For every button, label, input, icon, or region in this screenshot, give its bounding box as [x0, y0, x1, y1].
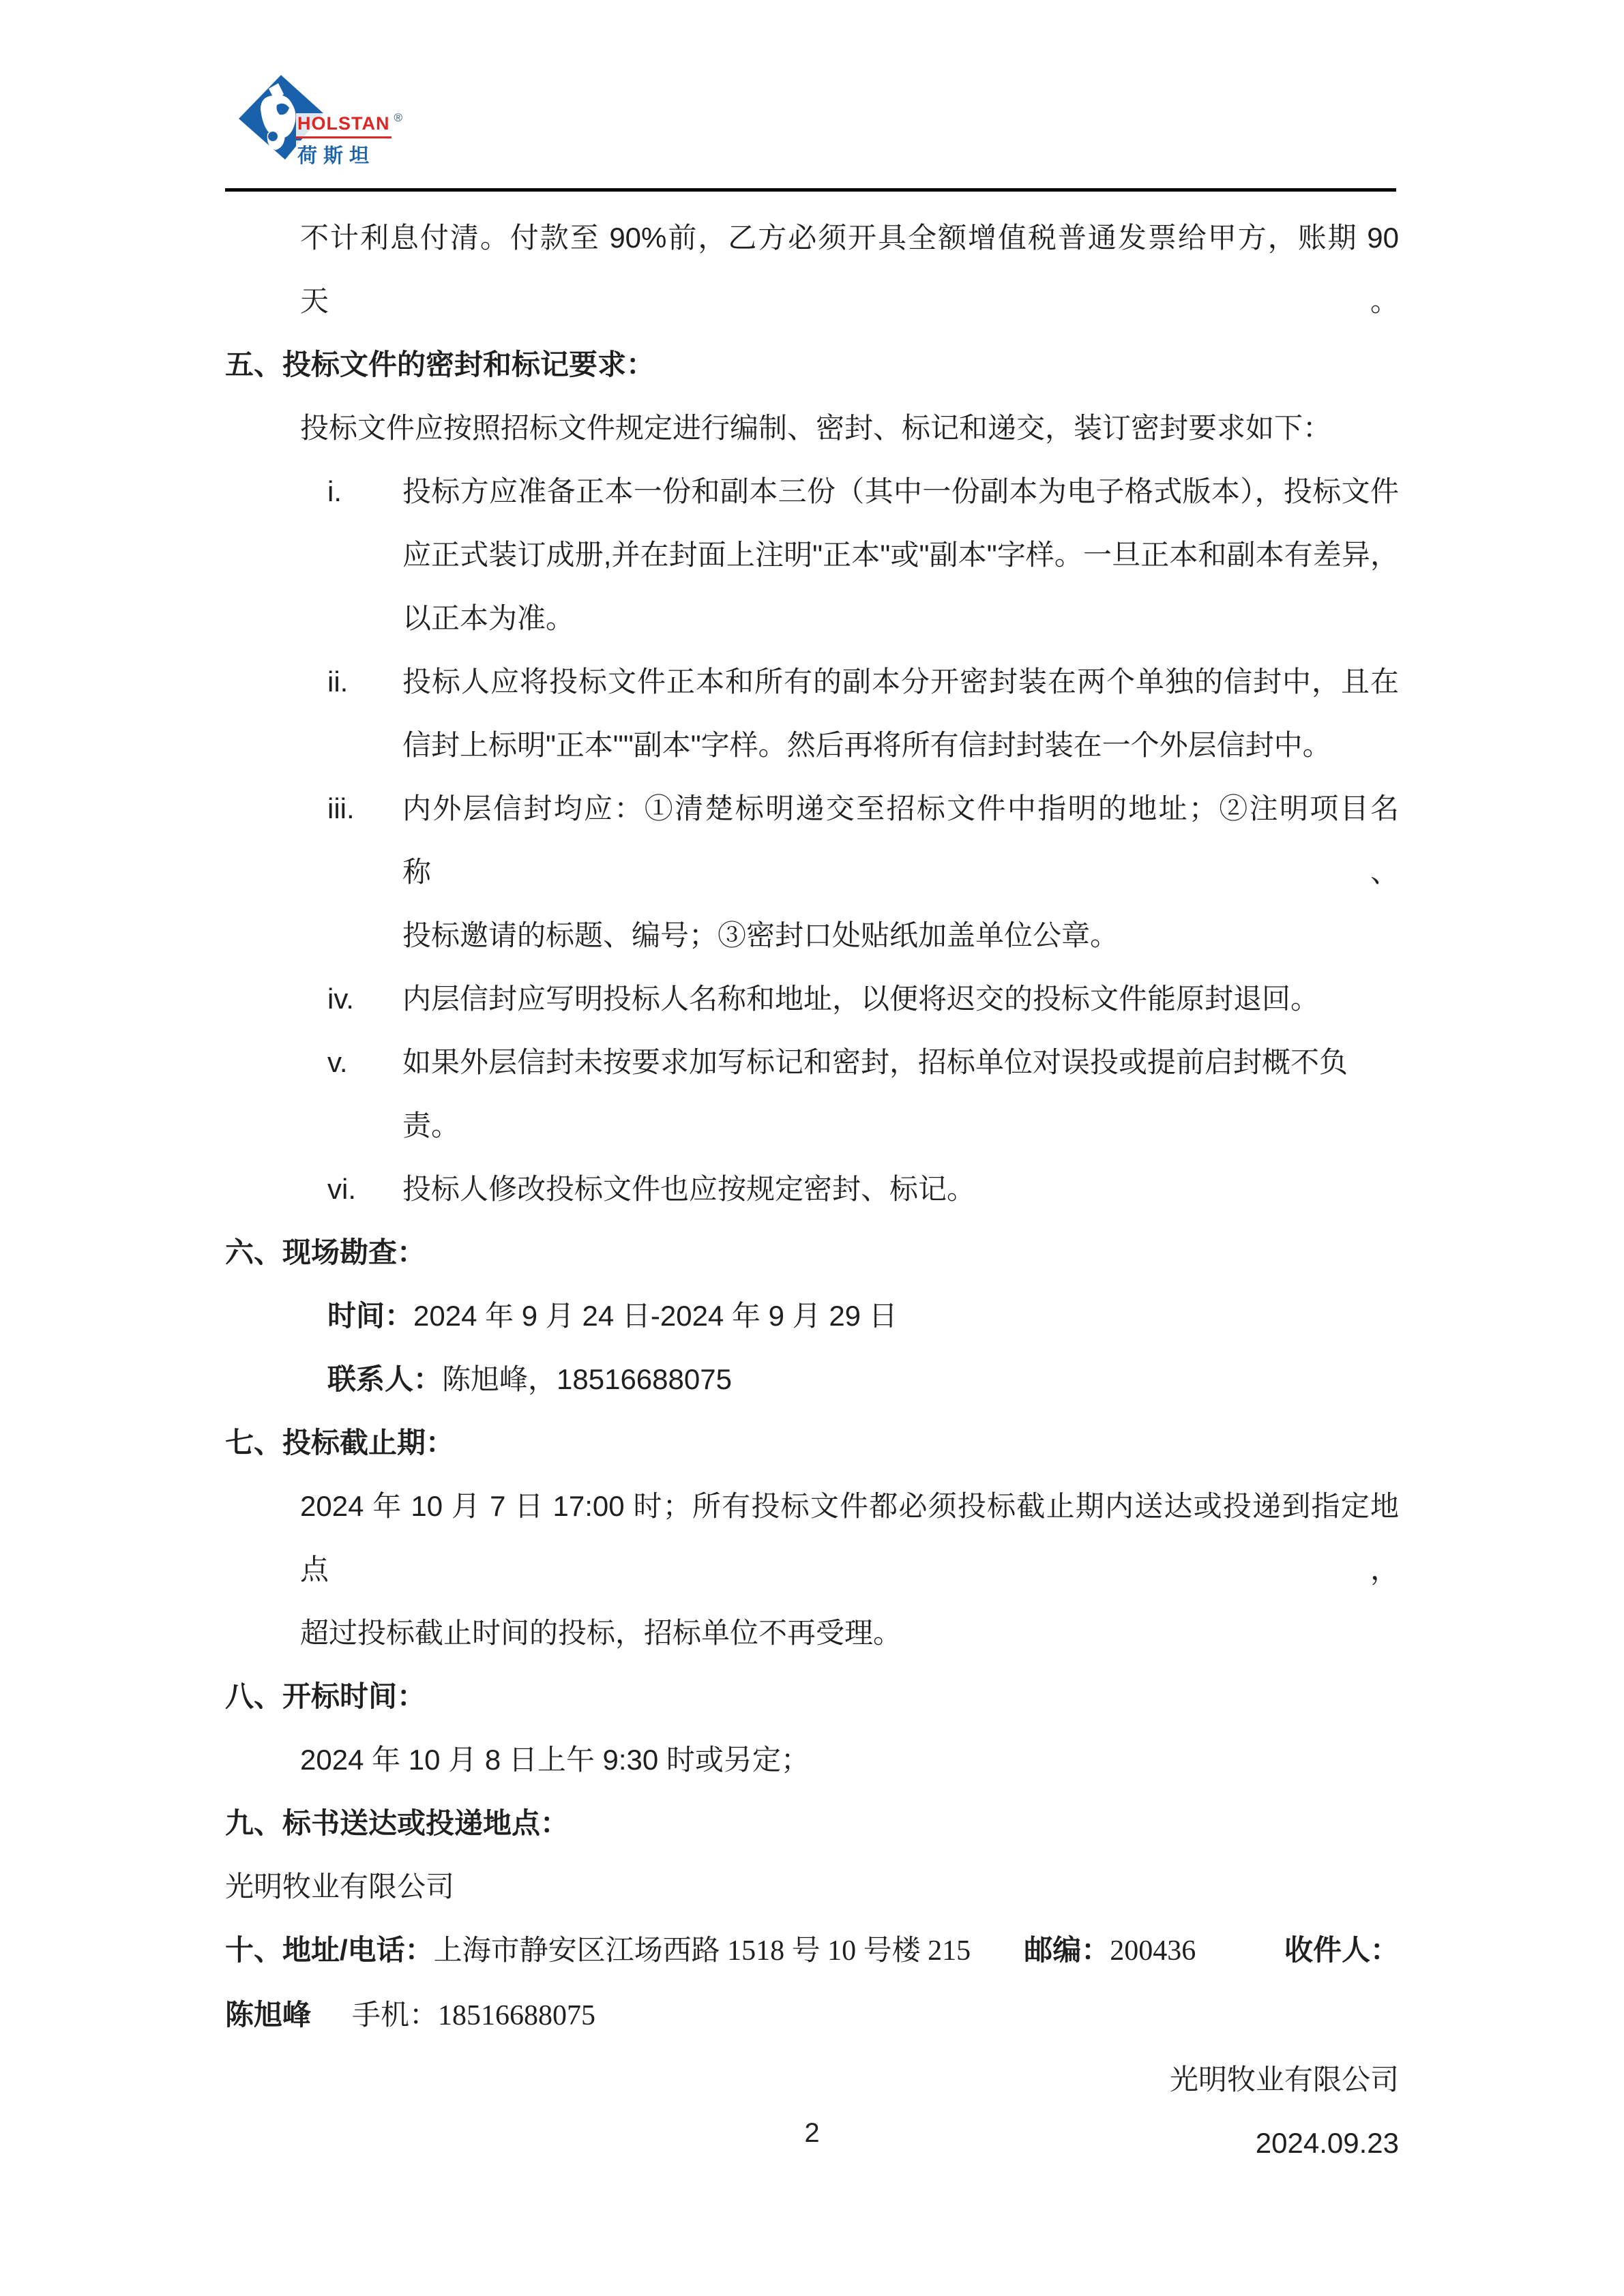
- section-5-lead: 投标文件应按照招标文件规定进行编制、密封、标记和递交，装订密封要求如下：: [300, 412, 1332, 444]
- deadline-line-2: 超过投标截止时间的投标，招标单位不再受理。: [300, 1617, 902, 1649]
- time-label: 时间：: [327, 1300, 414, 1332]
- logo-brand-en: HOLSTAN: [296, 113, 392, 138]
- seal-requirement-item-iv: [225, 967, 1399, 1030]
- section-5-heading: 五、投标文件的密封和标记要求：: [225, 348, 655, 381]
- signature-date: 2024.09.23: [1255, 2127, 1399, 2159]
- section-6-heading: 六、现场勘查：: [225, 1236, 426, 1268]
- logo-wordmark: [296, 113, 402, 168]
- seal-requirement-item-i: [225, 460, 1399, 650]
- bid-opening-time: 2024 年 10 月 8 日上午 9:30 时或另定；: [300, 1744, 810, 1776]
- address-phone-line: [225, 1918, 1399, 1983]
- item-ii-line-2: 信封上标明"正本""副本"字样。然后再将所有信封封装在一个外层信封中。: [402, 729, 1331, 761]
- recipient-mobile-line: [225, 1983, 1399, 2048]
- item-v-line-1: 如果外层信封未按要求加写标记和密封，招标单位对误投或提前启封概不负责。: [402, 1046, 1348, 1142]
- paragraph-payment-terms: 不计利息付清。付款至 90%前，乙方必须开具全额增值税普通发票给甲方，账期 90 天。: [300, 222, 1399, 317]
- postcode-label: 邮编：: [1024, 1934, 1110, 1966]
- deadline-line-1: 2024 年 10 月 7 日 17:00 时；所有投标文件都必须投标截止期内送达或投递到指定地点，: [300, 1490, 1399, 1585]
- item-iv-line-1: 内层信封应写明投标人名称和地址，以便将迟交的投标文件能原封退回。: [402, 983, 1320, 1015]
- site-survey-contact-line: [225, 1347, 1399, 1411]
- delivery-company: 光明牧业有限公司: [225, 1870, 455, 1903]
- holstan-logo: [231, 71, 449, 166]
- document-body: [225, 206, 1399, 2175]
- item-i-line-1: 投标方应准备正本一份和副本三份（其中一份副本为电子格式版本），投标文件: [402, 475, 1399, 507]
- page-number: 2: [804, 2118, 820, 2148]
- contact-value: 陈旭峰，18516688075: [442, 1363, 732, 1395]
- section-7-heading: 七、投标截止期：: [225, 1427, 455, 1459]
- recipient-name: 陈旭峰: [225, 1999, 312, 2031]
- list-marker: iv.: [327, 983, 354, 1015]
- mobile-value: 18516688075: [438, 2000, 596, 2031]
- postcode-value: 200436: [1110, 1935, 1196, 1967]
- seal-requirement-item-ii: [225, 650, 1399, 777]
- mobile-label: 手机：: [352, 2000, 439, 2031]
- list-marker: ii.: [327, 666, 349, 698]
- list-marker: v.: [327, 1046, 348, 1078]
- seal-requirement-item-iii: [225, 777, 1399, 967]
- registered-trademark-icon: ®: [394, 111, 403, 124]
- section-8-heading: 八、开标时间：: [225, 1680, 426, 1712]
- header-divider: [225, 188, 1396, 192]
- site-survey-time-line: [225, 1284, 1399, 1347]
- time-value: 2024 年 9 月 24 日-2024 年 9 月 29 日: [413, 1300, 898, 1332]
- list-marker: i.: [327, 475, 342, 507]
- item-iii-line-1: 内外层信封均应：①清楚标明递交至招标文件中指明的地址；②注明项目名称、: [402, 792, 1399, 888]
- item-vi-line-1: 投标人修改投标文件也应按规定密封、标记。: [402, 1173, 976, 1205]
- item-iii-line-2: 投标邀请的标题、编号；③密封口处贴纸加盖单位公章。: [402, 919, 1119, 951]
- signature-company: 光明牧业有限公司: [1169, 2063, 1399, 2096]
- item-ii-line-1: 投标人应将投标文件正本和所有的副本分开密封装在两个单独的信封中，且在: [402, 666, 1399, 698]
- seal-requirement-item-v: [225, 1030, 1399, 1157]
- list-marker: iii.: [327, 792, 355, 824]
- logo-brand-zh: 荷斯坦: [296, 140, 377, 168]
- item-i-line-2: 应正式装订成册,并在封面上注明"正本"或"副本"字样。一旦正本和副本有差异，: [402, 539, 1399, 571]
- list-marker: vi.: [327, 1173, 356, 1205]
- seal-requirement-item-vi: [225, 1157, 1399, 1221]
- section-10-heading: 十、地址/电话：: [225, 1934, 434, 1966]
- address-value: 上海市静安区江场西路 1518 号 10 号楼 215: [433, 1935, 971, 1967]
- recipient-label: 收件人：: [1284, 1934, 1399, 1966]
- item-i-line-3: 以正本为准。: [402, 602, 575, 634]
- contact-label: 联系人：: [327, 1363, 443, 1395]
- section-9-heading: 九、标书送达或投递地点：: [225, 1807, 570, 1839]
